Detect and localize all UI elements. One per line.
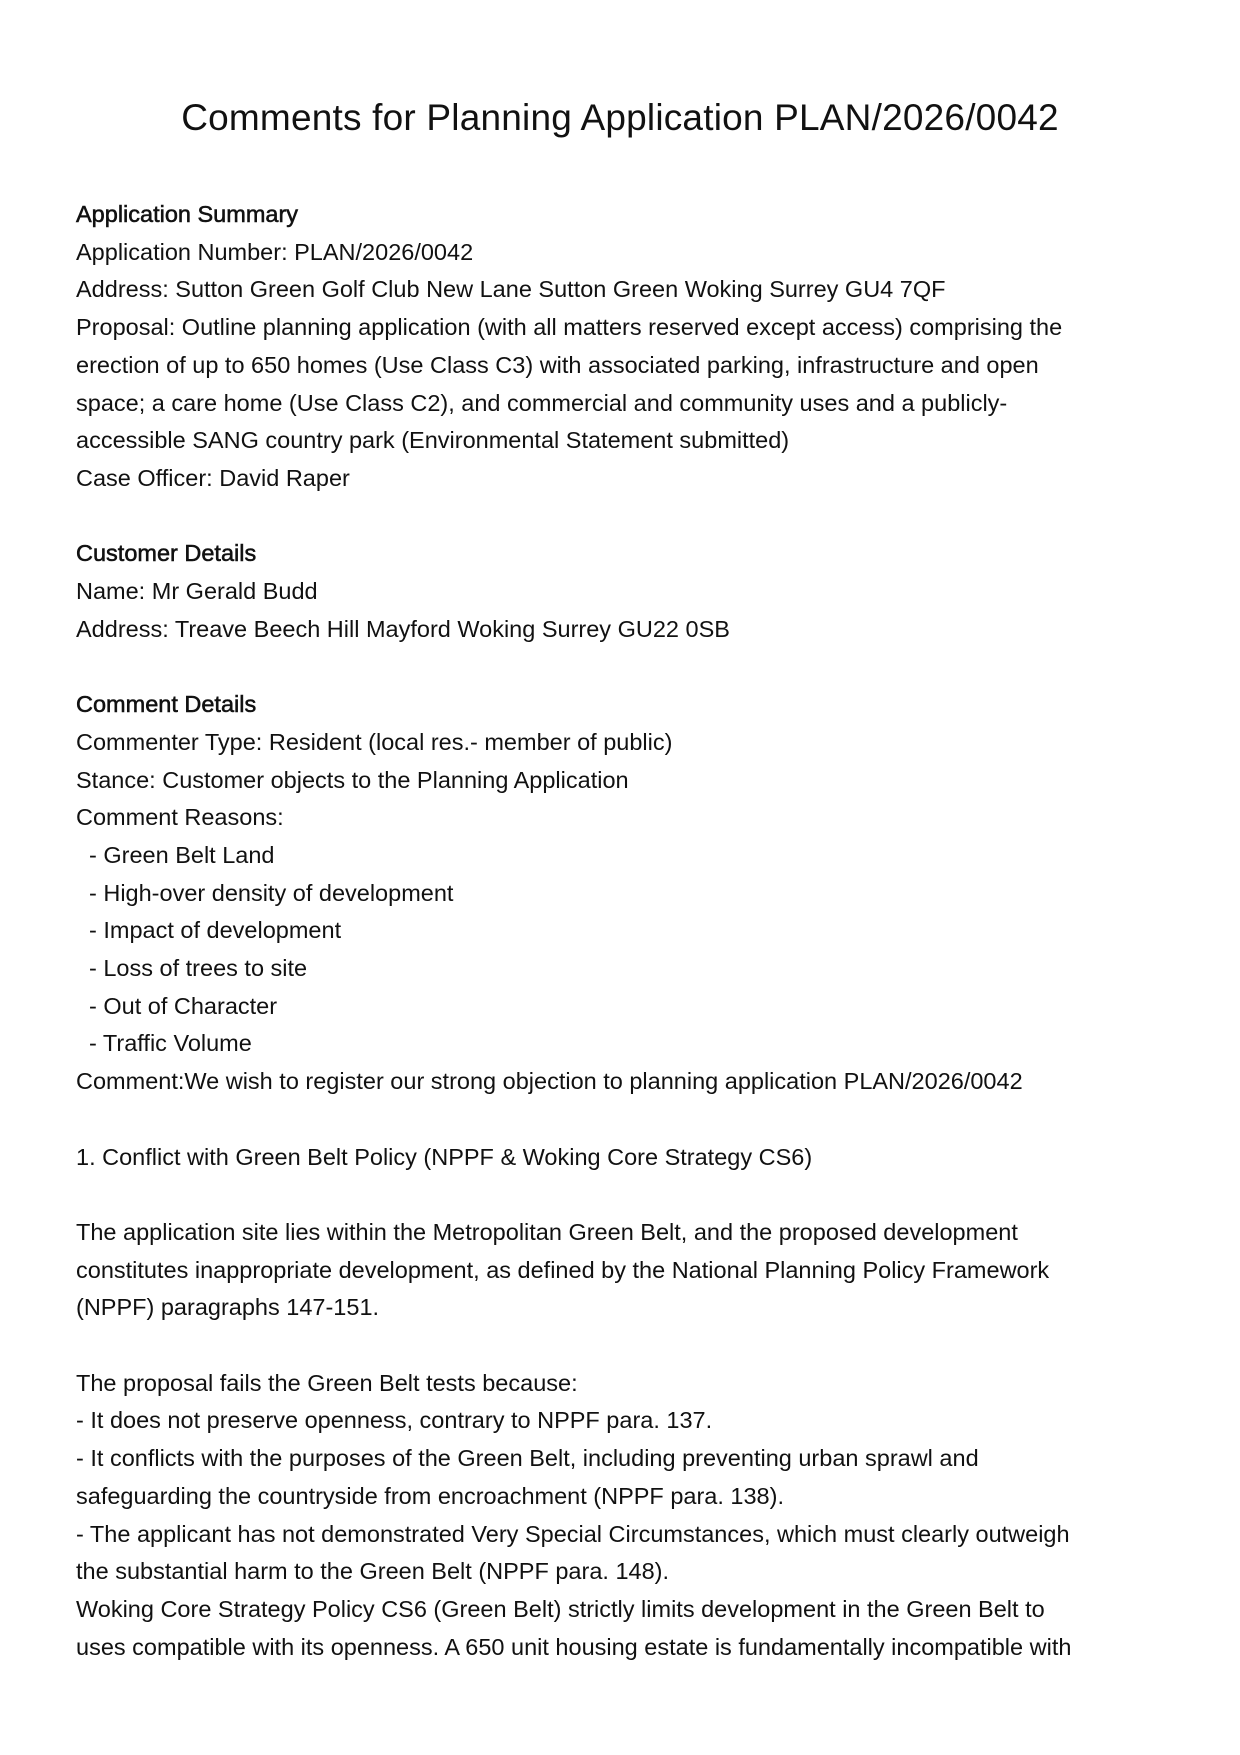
comment-reason-item: - Traffic Volume [89,1030,252,1057]
proposal-line: erection of up to 650 homes (Use Class C3) with associated parking, infrastructure and open [76,351,1039,378]
paragraph-line: (NPPF) paragraphs 147-151. [76,1294,380,1321]
comment-reason-item: - Out of Character [89,992,278,1019]
paragraph-line: - It does not preserve openness, contrary to NPPF para. 137. [76,1407,713,1434]
spacer [76,1176,1164,1214]
comment-intro: Comment:We wish to register our strong objection to planning application PLAN/2026/0042 [76,1068,1023,1095]
paragraph-line: the substantial harm to the Green Belt (NPPF para. 148). [76,1558,670,1585]
spacer [76,1327,1164,1365]
stance: Stance: Customer objects to the Planning Application [76,766,629,793]
spacer [76,498,1164,536]
paragraph-line: The proposal fails the Green Belt tests because: [76,1369,578,1396]
paragraph-line: uses compatible with its openness. A 650 unit housing estate is fundamentally incompatible with [76,1633,1072,1660]
comment-reason-item: - Loss of trees to site [89,955,308,982]
commenter-type: Commenter Type: Resident (local res.- member of public) [76,728,673,755]
spacer [76,648,1164,686]
paragraph-line: - It conflicts with the purposes of the Green Belt, including preventing urban sprawl and [76,1445,979,1472]
page-title: Comments for Planning Application PLAN/2026/0042 [181,97,1059,138]
paragraph-line: constitutes inappropriate development, as defined by the National Planning Policy Framework [76,1256,1050,1283]
application-summary-section [76,196,1164,498]
proposal-line: space; a care home (Use Class C2), and commercial and community uses and a publicly- [76,389,1008,416]
paragraph-line: The application site lies within the Metropolitan Green Belt, and the proposed development [76,1218,1018,1245]
case-officer: Case Officer: David Raper [76,464,350,491]
comment-reason-item: - Green Belt Land [89,841,275,868]
proposal-line: accessible SANG country park (Environmental Statement submitted) [76,427,790,454]
customer-details-heading: Customer Details [76,540,257,567]
comment-details-heading: Comment Details [76,691,257,718]
application-number: Application Number: PLAN/2026/0042 [76,238,474,265]
comment-reason-item: - High-over density of development [89,879,454,906]
spacer [76,1101,1164,1139]
customer-address: Address: Treave Beech Hill Mayford Woking Surrey GU22 0SB [76,615,730,642]
application-address: Address: Sutton Green Golf Club New Lane Sutton Green Woking Surrey GU4 7QF [76,276,946,303]
comment-reasons-label: Comment Reasons: [76,804,284,831]
comment-details-section [76,686,1164,1666]
customer-details-section [76,535,1164,648]
paragraph-line: - The applicant has not demonstrated Very Special Circumstances, which must clearly outweigh [76,1520,1070,1547]
customer-name: Name: Mr Gerald Budd [76,578,318,605]
section-1-heading: 1. Conflict with Green Belt Policy (NPPF & Woking Core Strategy CS6) [76,1143,813,1170]
comment-reason-item: - Impact of development [89,917,342,944]
application-summary-heading: Application Summary [76,201,299,227]
paragraph-line: safeguarding the countryside from encroachment (NPPF para. 138). [76,1482,784,1509]
proposal-line: Proposal: Outline planning application (with all matters reserved except access) comprising the [76,314,1063,341]
paragraph-line: Woking Core Strategy Policy CS6 (Green Belt) strictly limits development in the Green Belt to [76,1595,1045,1622]
